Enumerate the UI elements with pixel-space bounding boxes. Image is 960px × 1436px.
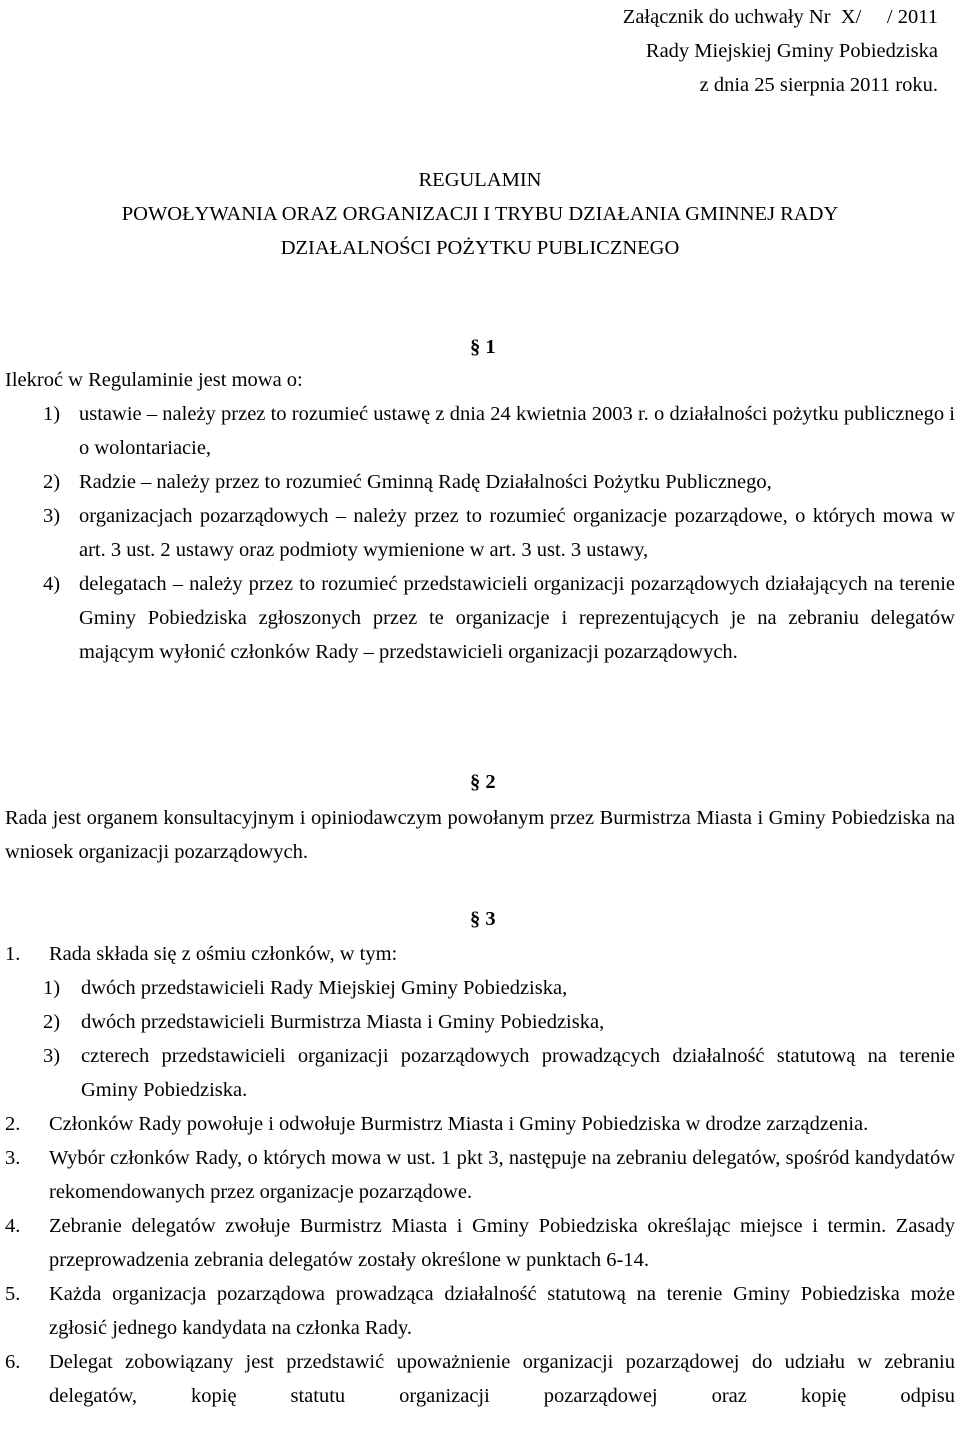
point-number: 5.: [5, 1283, 21, 1305]
section-2-heading: § 2: [470, 771, 496, 793]
point-5: [5, 1277, 955, 1345]
item-text: delegatach – należy przez to rozumieć przedstawicieli organizacji pozarządowych działających na terenie Gminy Pobiedziska zgłoszonych przez te organizacje i reprezentujących je na zebraniu delegatów mającym wyłonić członków Rady – przedstawicieli organizacji pozarządowych.: [79, 573, 955, 663]
point-text: Rada składa się z ośmiu członków, w tym:: [49, 943, 398, 965]
subitem-number: 1): [43, 977, 61, 999]
section-2: [5, 801, 955, 869]
title-line-1: REGULAMIN: [418, 169, 542, 191]
title-line-3: DZIAŁALNOŚCI POŻYTKU PUBLICZNEGO: [280, 237, 680, 259]
definition-item: [5, 499, 955, 567]
point-2: [5, 1107, 955, 1141]
point-number: 2.: [5, 1113, 21, 1135]
point-1: [5, 937, 955, 971]
point-number: 3.: [5, 1147, 21, 1169]
header-line-2: Rady Miejskiej Gminy Pobiedziska: [645, 40, 938, 62]
subitem-number: 2): [43, 1011, 61, 1033]
point-3: [5, 1141, 955, 1209]
header-line-3: z dnia 25 sierpnia 2011 roku.: [699, 74, 938, 96]
title-line-2: POWOŁYWANIA ORAZ ORGANIZACJI I TRYBU DZIAŁANIA GMINNEJ RADY: [121, 203, 839, 225]
subitem-text: czterech przedstawicieli organizacji pozarządowych prowadzących działalność statutową na terenie Gminy Pobiedziska.: [81, 1045, 955, 1101]
point-6: [5, 1345, 955, 1413]
point-number: 6.: [5, 1351, 21, 1373]
point-text: Każda organizacja pozarządowa prowadząca działalność statutową na terenie Gminy Pobiedziska może zgłosić jednego kandydata na członka Rady.: [49, 1283, 955, 1339]
section-1: [5, 363, 955, 669]
item-number: 1): [43, 403, 61, 425]
subitem-text: dwóch przedstawicieli Burmistrza Miasta i Gminy Pobiedziska,: [81, 1011, 605, 1033]
member-item: [5, 1039, 955, 1107]
point-text: Członków Rady powołuje i odwołuje Burmistrz Miasta i Gminy Pobiedziska w drodze zarządzenia.: [49, 1113, 869, 1135]
section-3-heading: § 3: [470, 908, 496, 930]
definition-item: [5, 567, 955, 669]
definition-item: [5, 465, 955, 499]
item-number: 4): [43, 573, 61, 595]
member-item: [5, 1005, 955, 1039]
item-text: ustawie – należy przez to rozumieć ustawę z dnia 24 kwietnia 2003 r. o działalności pożytku publicznego i o wolontariacie,: [79, 403, 955, 459]
section-2-text: Rada jest organem konsultacyjnym i opiniodawczym powołanym przez Burmistrza Miasta i Gminy Pobiedziska na wniosek organizacji pozarządowych.: [5, 807, 955, 863]
item-number: 3): [43, 505, 61, 527]
item-number: 2): [43, 471, 61, 493]
section-3: [5, 937, 955, 1413]
point-text: Delegat zobowiązany jest przedstawić upoważnienie organizacji pozarządowej do udziału w zebraniu delegatów, kopię statutu organizacji pozarządowej oraz kopię odpisu: [49, 1351, 955, 1407]
member-item: [5, 971, 955, 1005]
item-text: Radzie – należy przez to rozumieć Gminną Radę Działalności Pożytku Publicznego,: [79, 471, 772, 493]
definition-item: [5, 397, 955, 465]
item-text: organizacjach pozarządowych – należy przez to rozumieć organizacje pozarządowe, o których mowa w art. 3 ust. 2 ustawy oraz podmioty wymienione w art. 3 ust. 3 ustawy,: [79, 505, 955, 561]
point-text: Wybór członków Rady, o których mowa w ust. 1 pkt 3, następuje na zebraniu delegatów, spośród kandydatów rekomendowanych przez organizacje pozarządowe.: [49, 1147, 955, 1203]
point-text: Zebranie delegatów zwołuje Burmistrz Miasta i Gminy Pobiedziska określając miejsce i termin. Zasady przeprowadzenia zebrania delegatów zostały określone w punktach 6-14.: [49, 1215, 955, 1271]
subitem-number: 3): [43, 1045, 61, 1067]
point-4: [5, 1209, 955, 1277]
section-1-heading: § 1: [470, 336, 496, 358]
document-title: [0, 163, 960, 265]
point-number: 4.: [5, 1215, 21, 1237]
header-line-1: Załącznik do uchwały Nr X/ / 2011: [622, 6, 938, 28]
subitem-text: dwóch przedstawicieli Rady Miejskiej Gminy Pobiedziska,: [81, 977, 568, 999]
attachment-header: [623, 0, 938, 102]
point-number: 1.: [5, 943, 21, 965]
section-1-intro: Ilekroć w Regulaminie jest mowa o:: [5, 369, 303, 391]
